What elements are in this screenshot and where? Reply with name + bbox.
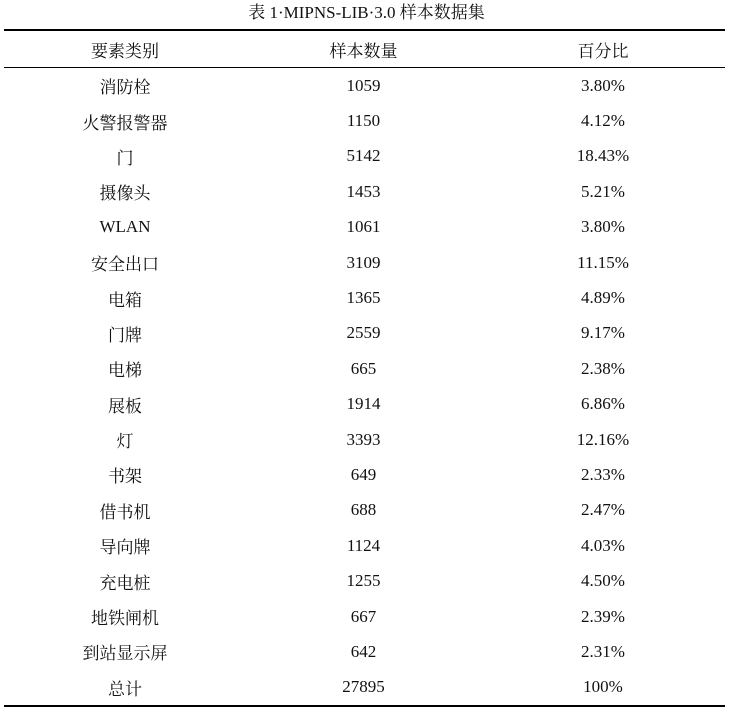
cell-category: 总计 (108, 679, 142, 699)
cell-percentage: 18.43% (576, 146, 630, 166)
table-row (4, 493, 725, 528)
cell-percentage: 2.47% (581, 500, 625, 520)
cell-sample-count: 3109 (346, 252, 381, 272)
cell-percentage: 2.39% (581, 606, 625, 626)
cell-sample-count: 27895 (342, 677, 385, 697)
cell-sample-count: 1061 (346, 217, 381, 237)
table-row (4, 210, 725, 245)
cell-percentage: 2.31% (581, 641, 625, 661)
cell-percentage: 3.80% (581, 75, 625, 95)
table-row (4, 174, 725, 209)
cell-percentage: 4.12% (581, 111, 625, 131)
table-row (4, 103, 725, 138)
table-row (4, 351, 725, 386)
cell-category: 灯 (116, 432, 134, 452)
table-row (4, 316, 725, 351)
cell-percentage: 9.17% (581, 323, 625, 343)
cell-category: 书架 (108, 467, 142, 487)
cell-category: 电梯 (108, 361, 142, 381)
cell-percentage: 2.33% (581, 464, 625, 484)
table-row (4, 670, 725, 705)
cell-sample-count: 3393 (346, 429, 381, 449)
table-row (4, 528, 725, 563)
cell-category: 充电桩 (99, 573, 151, 593)
cell-percentage: 12.16% (576, 429, 630, 449)
cell-percentage: 5.21% (581, 181, 625, 201)
cell-sample-count: 1914 (346, 394, 381, 414)
cell-percentage: 4.03% (581, 535, 625, 555)
cell-percentage: 3.80% (581, 217, 625, 237)
cell-category: 门 (116, 148, 134, 168)
table-row (4, 245, 725, 280)
table-row (4, 280, 725, 315)
cell-sample-count: 1059 (346, 75, 381, 95)
table-body (4, 68, 725, 705)
cell-percentage: 6.86% (581, 394, 625, 414)
cell-category: 火警报警器 (82, 113, 168, 133)
cell-sample-count: 2559 (346, 323, 381, 343)
cell-category: 安全出口 (91, 255, 159, 275)
cell-sample-count: 649 (350, 464, 377, 484)
cell-percentage: 4.89% (581, 288, 625, 308)
cell-category: 消防栓 (99, 78, 151, 98)
cell-percentage: 2.38% (581, 358, 625, 378)
cell-category: 电箱 (108, 290, 142, 310)
cell-sample-count: 1150 (346, 111, 381, 131)
cell-percentage: 11.15% (577, 252, 629, 272)
cell-sample-count: 1124 (346, 535, 381, 555)
cell-category: 导向牌 (99, 538, 151, 558)
table-header-row (4, 31, 725, 68)
cell-sample-count: 665 (350, 358, 377, 378)
cell-category: 展板 (108, 396, 142, 416)
data-table (4, 29, 725, 707)
header-percentage: 百分比 (577, 41, 629, 61)
cell-category: 地铁闸机 (91, 609, 159, 629)
table-row (4, 634, 725, 669)
cell-percentage: 100% (583, 677, 623, 697)
table-row (4, 457, 725, 492)
header-category: 要素类别 (91, 41, 159, 61)
cell-category: 摄像头 (99, 184, 151, 204)
cell-sample-count: 1365 (346, 288, 381, 308)
table-row (4, 139, 725, 174)
cell-sample-count: 1453 (346, 181, 381, 201)
table-row (4, 387, 725, 422)
table-row (4, 563, 725, 598)
cell-sample-count: 688 (350, 500, 377, 520)
cell-percentage: 4.50% (581, 571, 625, 591)
cell-sample-count: 667 (350, 606, 377, 626)
cell-category: WLAN (99, 217, 151, 237)
table-caption: 表 1·MIPNS-LIB·3.0 样本数据集 (248, 3, 485, 22)
cell-category: 到站显示屏 (82, 644, 168, 664)
cell-sample-count: 1255 (346, 571, 381, 591)
cell-category: 门牌 (108, 325, 142, 345)
header-sample-count: 样本数量 (329, 41, 398, 61)
cell-sample-count: 642 (350, 641, 377, 661)
table-row (4, 599, 725, 634)
table-row (4, 68, 725, 103)
cell-category: 借书机 (99, 502, 151, 522)
table-row (4, 422, 725, 457)
cell-sample-count: 5142 (346, 146, 381, 166)
